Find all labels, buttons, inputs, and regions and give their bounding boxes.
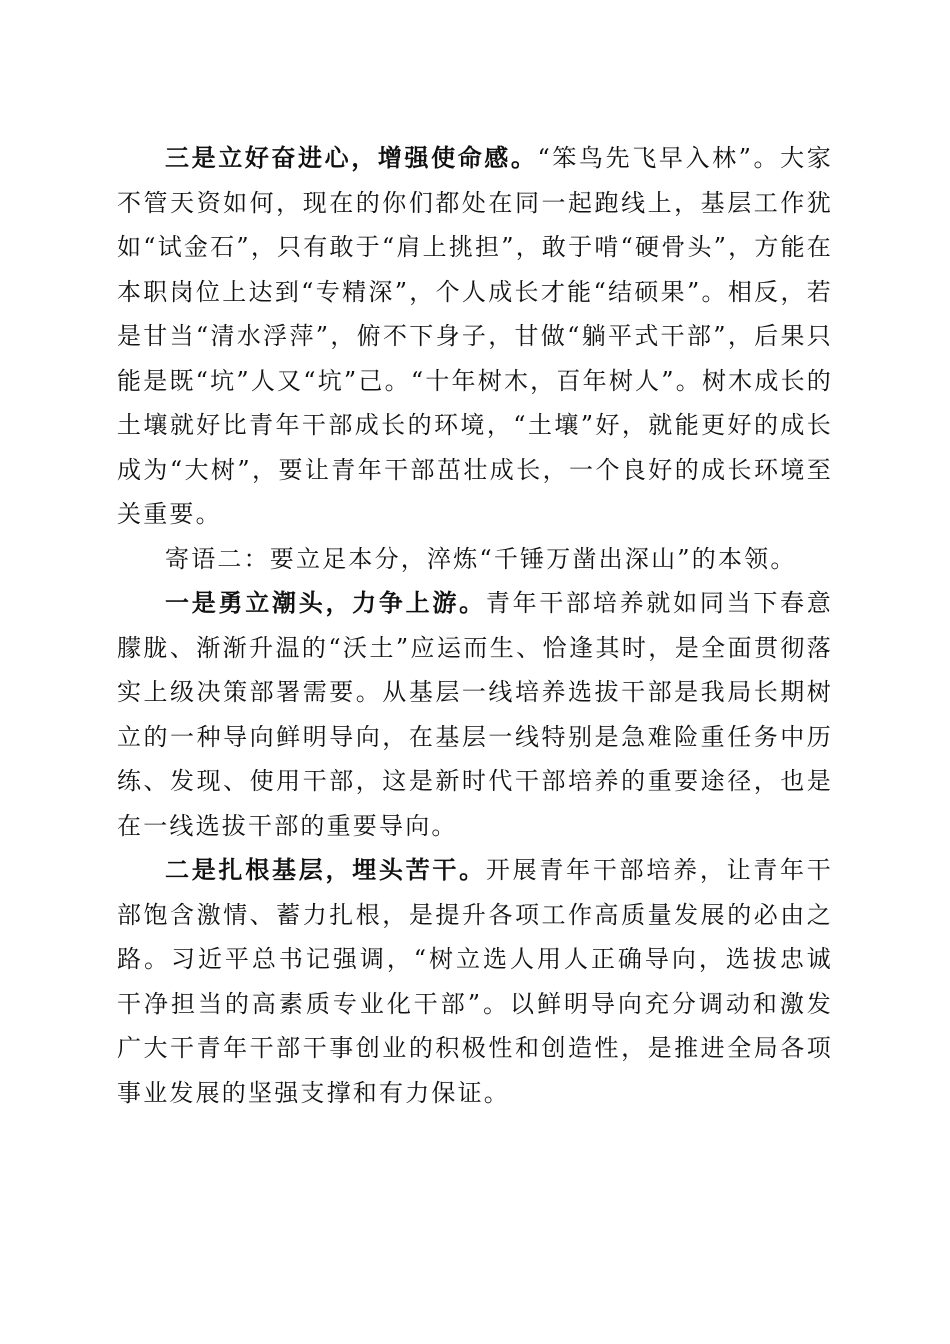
document-page [117, 136, 833, 1115]
paragraph-grassroots [117, 848, 833, 1115]
paragraph-body: 开展青年干部培养，让青年干部饱含激情、蓄力扎根，是提升各项工作高质量发展的必由之路。习近平总书记强调，“树立选人用人正确导向，选拔忠诚干净担当的高素质专业化干部”。以鲜明导向充分调动和激发广大干青年干部干事创业的积极性和创造性，是推进全局各项事业发展的坚强支撑和有力保证。 [117, 856, 833, 1107]
paragraph-lead: 三是立好奋进心，增强使命感。 [165, 143, 538, 172]
paragraph-message-two [117, 537, 833, 582]
paragraph-body: “笨鸟先飞早入林”。大家不管天资如何，现在的你们都处在同一起跑线上，基层工作犹如“试金石”，只有敢于“肩上挑担”，敢于啃“硬骨头”，方能在本职岗位上达到“专精深”，个人成长才能“结硕果”。相反，若是甘当“清水浮萍”，俯不下身子，甘做“躺平式干部”，后果只能是既“坑”人又“坑”己。“十年树木，百年树人”。树木成长的土壤就好比青年干部成长的环境，“土壤”好，就能更好的成长成为“大树”，要让青年干部茁壮成长，一个良好的成长环境至关重要。 [117, 144, 833, 528]
paragraph-body: 青年干部培养就如同当下春意朦胧、渐渐升温的“沃土”应运而生、恰逢其时，是全面贯彻落实上级决策部署需要。从基层一线培养选拔干部是我局长期树立的一种导向鲜明导向，在基层一线特别是急难险重任务中历练、发现、使用干部，这是新时代干部培养的重要途径，也是在一线选拔干部的重要导向。 [117, 589, 833, 840]
paragraph-trendsetter [117, 581, 833, 848]
paragraph-lead: 二是扎根基层，埋头苦干。 [165, 855, 486, 884]
paragraph-mission [117, 136, 833, 537]
paragraph-lead: 一是勇立潮头，力争上游。 [165, 588, 486, 617]
paragraph-body: 寄语二：要立足本分，淬炼“千锤万凿出深山”的本领。 [165, 544, 797, 573]
